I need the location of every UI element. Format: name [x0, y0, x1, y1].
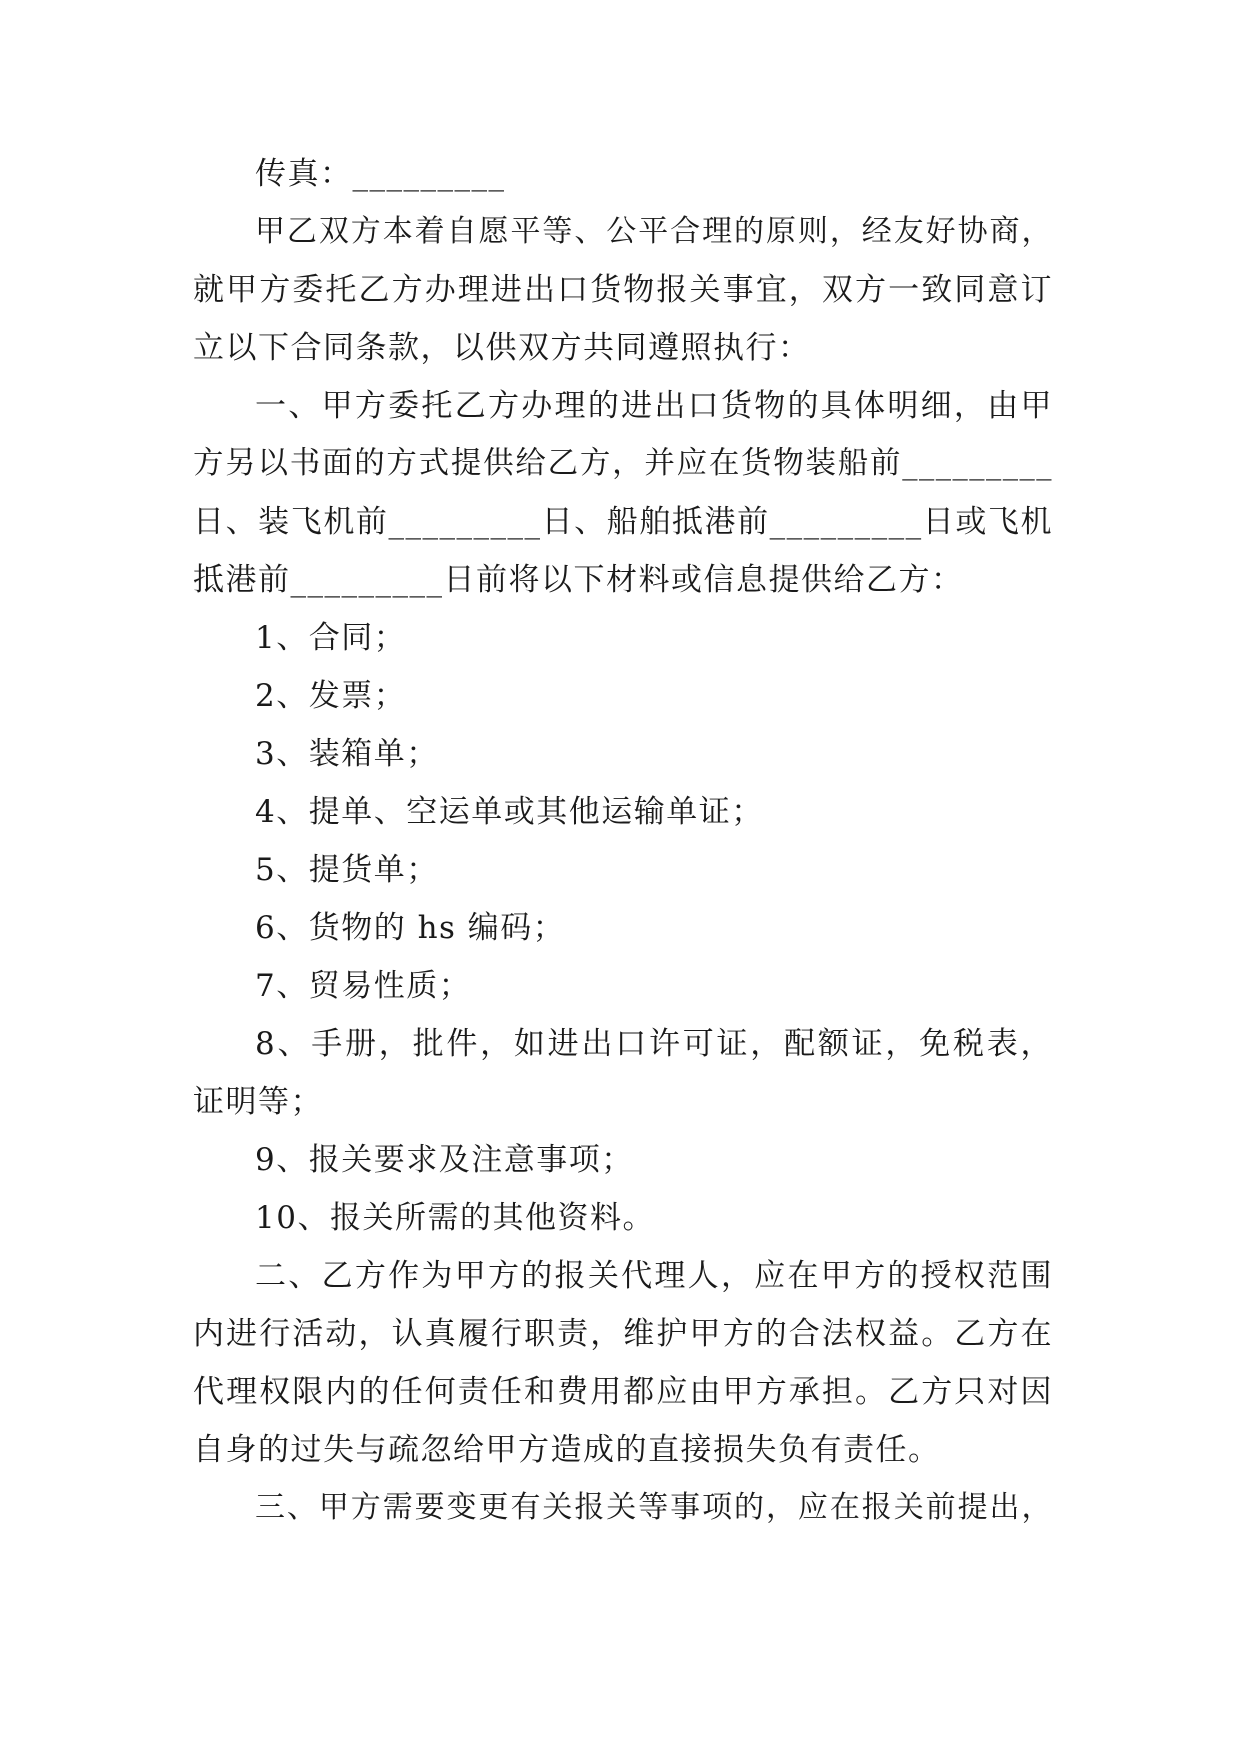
list-item-9: 9、报关要求及注意事项； — [255, 1142, 634, 1178]
clause-1-line-4: 抵港前_________日前将以下材料或信息提供给乙方： — [193, 562, 964, 598]
list-item-8-line-1: 8、手册，批件，如进出口许可证，配额证，免税表， — [255, 1026, 1053, 1062]
list-item-6: 6、货物的 hs 编码； — [255, 910, 566, 946]
clause-1-line-1: 一、甲方委托乙方办理的进出口货物的具体明细，由甲 — [255, 388, 1053, 424]
list-item-5: 5、提货单； — [255, 852, 439, 888]
list-item-10: 10、报关所需的其他资料。 — [255, 1200, 655, 1236]
clause-3-line-1: 三、甲方需要变更有关报关等事项的，应在报关前提出， — [255, 1490, 1053, 1525]
clause-2-line-1: 二、乙方作为甲方的报关代理人，应在甲方的授权范围 — [255, 1258, 1053, 1294]
clause-2-line-3: 代理权限内的任何责任和费用都应由甲方承担。乙方只对因 — [193, 1374, 1053, 1410]
clause-2-line-4: 自身的过失与疏忽给甲方造成的直接损失负有责任。 — [193, 1432, 941, 1468]
fax-line: 传真：_________ — [255, 156, 506, 192]
clause-1-line-3: 日、装飞机前_________日、船舶抵港前_________日或飞机 — [193, 504, 1053, 540]
list-item-4: 4、提单、空运单或其他运输单证； — [255, 794, 764, 830]
list-item-3: 3、装箱单； — [255, 736, 439, 772]
list-item-7: 7、贸易性质； — [255, 968, 472, 1004]
preamble-line-1: 甲乙双方本着自愿平等、公平合理的原则，经友好协商， — [255, 214, 1053, 249]
preamble-line-2: 就甲方委托乙方办理进出口货物报关事宜，双方一致同意订 — [193, 272, 1053, 308]
list-item-1: 1、合同； — [255, 620, 407, 656]
clause-1-line-2: 方另以书面的方式提供给乙方，并应在货物装船前_________ — [193, 446, 1053, 481]
list-item-2: 2、发票； — [255, 678, 407, 714]
clause-2-line-2: 内进行活动，认真履行职责，维护甲方的合法权益。乙方在 — [193, 1316, 1053, 1352]
list-item-8-line-2: 证明等； — [193, 1084, 323, 1120]
preamble-line-3: 立以下合同条款，以供双方共同遵照执行： — [193, 330, 811, 366]
